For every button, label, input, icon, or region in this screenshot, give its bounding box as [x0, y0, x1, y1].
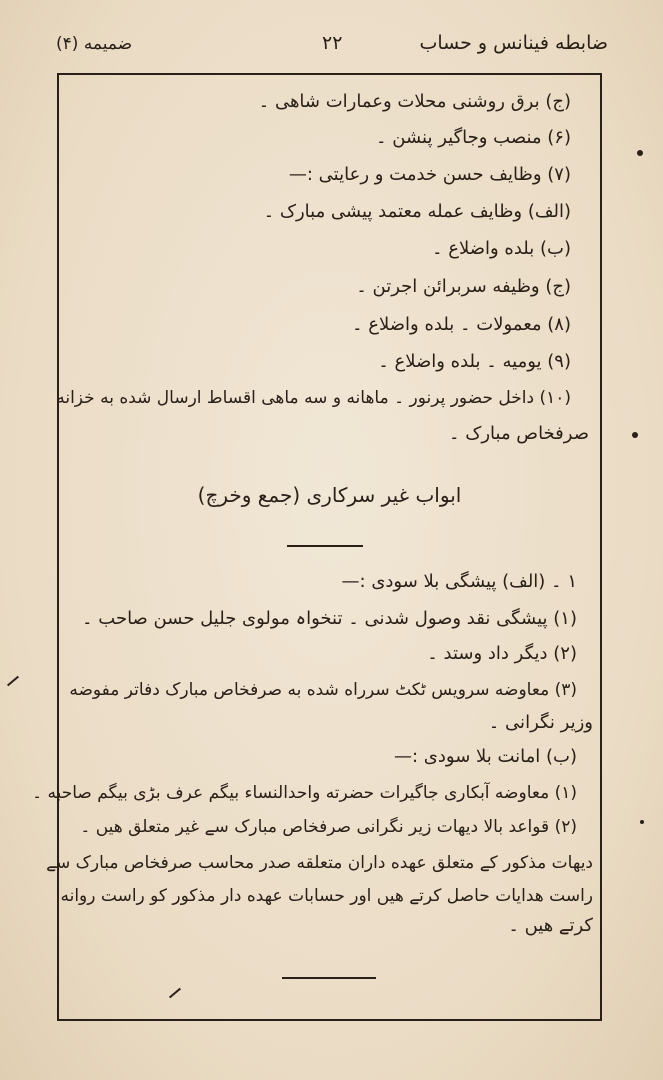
closing-separator [282, 977, 376, 979]
text-line: ۱ ۔ (الف) پیشگی بلا سودی :— [341, 571, 577, 592]
ink-mark [632, 432, 638, 438]
ink-mark [637, 150, 643, 156]
text-line: (ب) امانت بلا سودی :— [394, 746, 577, 767]
text-line: (الف) وظایف عمله معتمد پیشی مبارک ۔ [263, 201, 571, 222]
text-line: وزیر نگرانی ۔ [488, 712, 593, 733]
text-line: (۲) قواعد بالا دیهات زیر نگرانی صرفخاص مبارک سے غیر متعلق هیں ۔ [80, 817, 577, 837]
header-title: ضابطه فینانس و حساب [419, 32, 608, 54]
text-line: راست هدایات حاصل کرتے هیں اور حسابات عهده دار مذکور کو راست روانه [60, 886, 593, 906]
text-line: (۶) منصب وجاگیر پنشن ۔ [376, 127, 571, 148]
section-heading: ابواب غیر سرکاری (جمع وخرچ) [197, 483, 462, 507]
page-header [40, 24, 630, 64]
text-line: (۱) معاوضه آبکاری جاگیرات حضرته واحدالنساء بیگم عرف بڑی بیگم صاحبه ۔ [32, 783, 577, 803]
ink-mark [7, 676, 19, 687]
text-line: (۱۰) داخل حضور پرنور ۔ ماهانه و سه ماهی اقساط ارسال شده به خزانه [56, 388, 571, 408]
text-line: (۹) یومیه ۔ بلده واضلاع ۔ [378, 351, 571, 372]
text-line: کرتے هیں ۔ [508, 915, 593, 936]
text-line: (۷) وظایف حسن خدمت و رعایتی :— [288, 164, 571, 185]
text-line: (ج) وظیفه سربرائن اجرتن ۔ [356, 276, 571, 297]
appendix-label: ضمیمه (۴) [56, 34, 133, 54]
text-line: (۲) دیگر داد وستد ۔ [427, 643, 577, 664]
text-line: (۳) معاوضه سرویس ٹکٹ سرراه شده به صرفخاص مبارک دفاتر مفوضه [69, 680, 577, 700]
page-number: ۲۲ [322, 32, 343, 54]
ink-mark [640, 820, 644, 824]
text-line: (ج) برق روشنی محلات وعمارات شاهی ۔ [258, 91, 571, 112]
text-line: (۱) پیشگی نقد وصول شدنی ۔ تنخواہ مولوی جلیل حسن صاحب ۔ [82, 608, 577, 629]
text-line: (ب) بلده واضلاع ۔ [431, 238, 571, 259]
text-line: (۸) معمولات ۔ بلده واضلاع ۔ [352, 314, 571, 335]
text-line: صرفخاص مبارک ۔ [448, 423, 589, 444]
text-line: دیهات مذکور کے متعلق عهده داران متعلقه صدر محاسب صرفخاص مبارک سے [46, 853, 593, 873]
separator-line [287, 545, 363, 547]
